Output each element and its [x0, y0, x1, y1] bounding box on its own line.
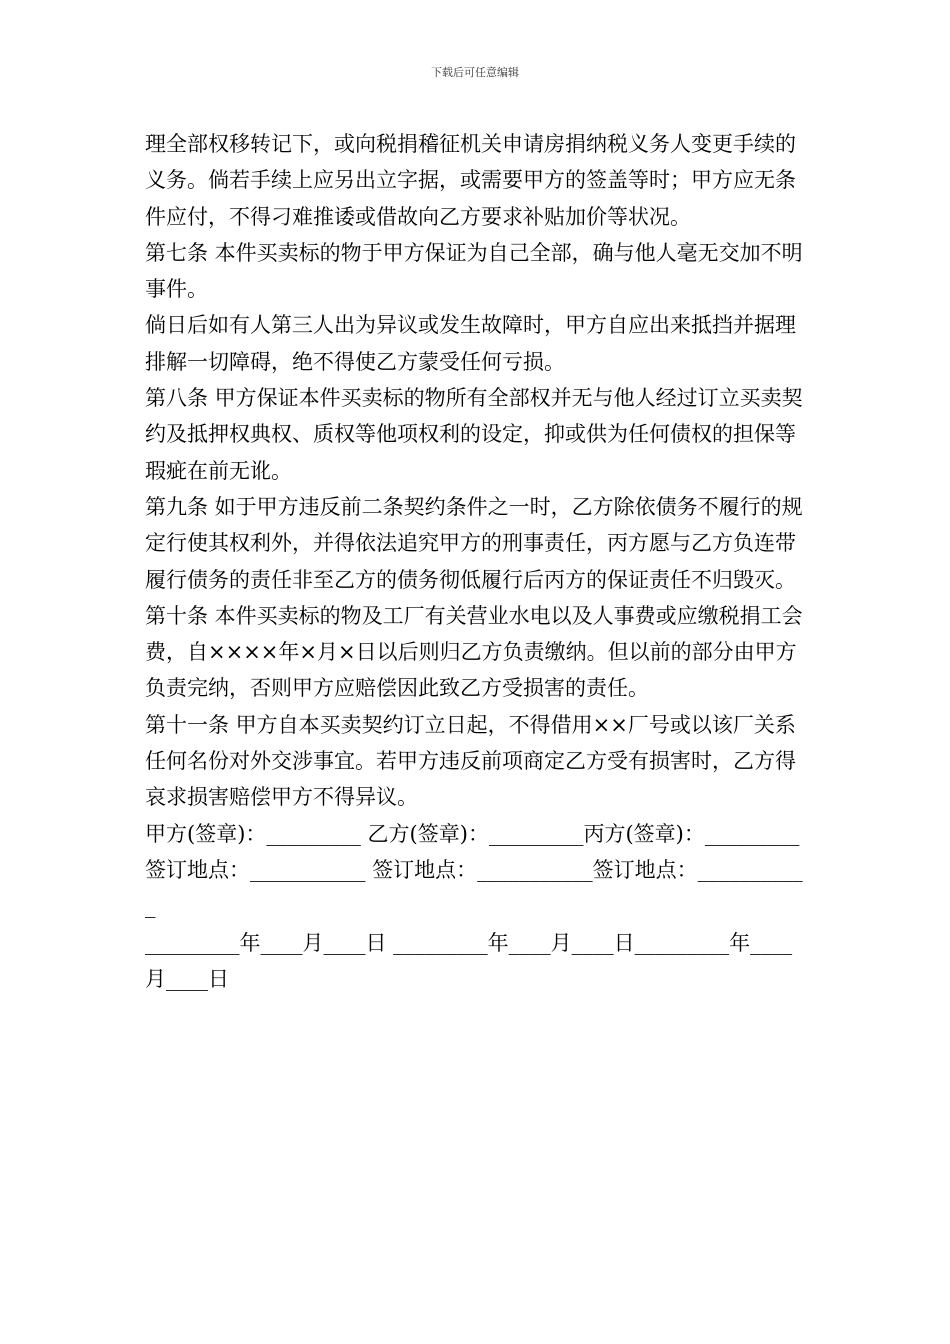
paragraph-article-7-continued: 倘日后如有人第三人出为异议或发生故障时，甲方自应出来抵挡并据理排解一切障碍，绝不得使乙方蒙受任何亏损。	[145, 313, 796, 374]
paragraph-article-7: 第七条 本件买卖标的物于甲方保证为自己全部，确与他人毫无交加不明事件。	[145, 240, 803, 302]
signing-place-line: 签订地点：___________ 签订地点：___________签订地点：___________	[145, 857, 803, 919]
paragraph-article-9: 第九条 如于甲方违反前二条契约条件之一时，乙方除依债务不履行的规定行使其权利外，并得依法追究甲方的刑事责任，丙方愿与乙方负连带履行债务的责任非至乙方的债务彻低履行后丙方的保证责任不归毁灭。	[145, 494, 803, 592]
paragraph-transfer-duty: 理全部权移转记下，或向税捐稽征机关申请房捐纳税义务人变更手续的义务。倘若手续上应另出立字据，或需要甲方的签盖等时；甲方应无条件应付，不得刁难推诿或借故向乙方要求补贴加价等状况。	[145, 132, 796, 229]
paragraph-article-11: 第十一条 甲方自本买卖契约订立日起，不得借用××厂号或以该厂关系任何名份对外交涉事宜。若甲方违反前项商定乙方受有损害时，乙方得哀求损害赔偿甲方不得异议。	[145, 712, 796, 810]
paragraph-article-8: 第八条 甲方保证本件买卖标的物所有全部权并无与他人经过订立买卖契约及抵押权典权、质权等他项权利的设定，抑或供为任何债权的担保等瑕疵在前无讹。	[145, 386, 803, 483]
document-body	[145, 126, 807, 997]
page-header: 下载后可任意编辑	[431, 66, 519, 79]
paragraph-article-10: 第十条 本件买卖标的物及工厂有关营业水电以及人事费或应缴税捐工会费，自××××年×月×日以后则归乙方负责缴纳。但以前的部分由甲方负责完纳，否则甲方应赔偿因此致乙方受损害的责任。	[145, 603, 803, 701]
date-line: _________年____月____日 _________年____月____日_________年____月____日	[145, 930, 793, 991]
signature-line: 甲方(签章)：_________ 乙方(签章)：_________丙方(签章)：_________	[145, 821, 800, 846]
